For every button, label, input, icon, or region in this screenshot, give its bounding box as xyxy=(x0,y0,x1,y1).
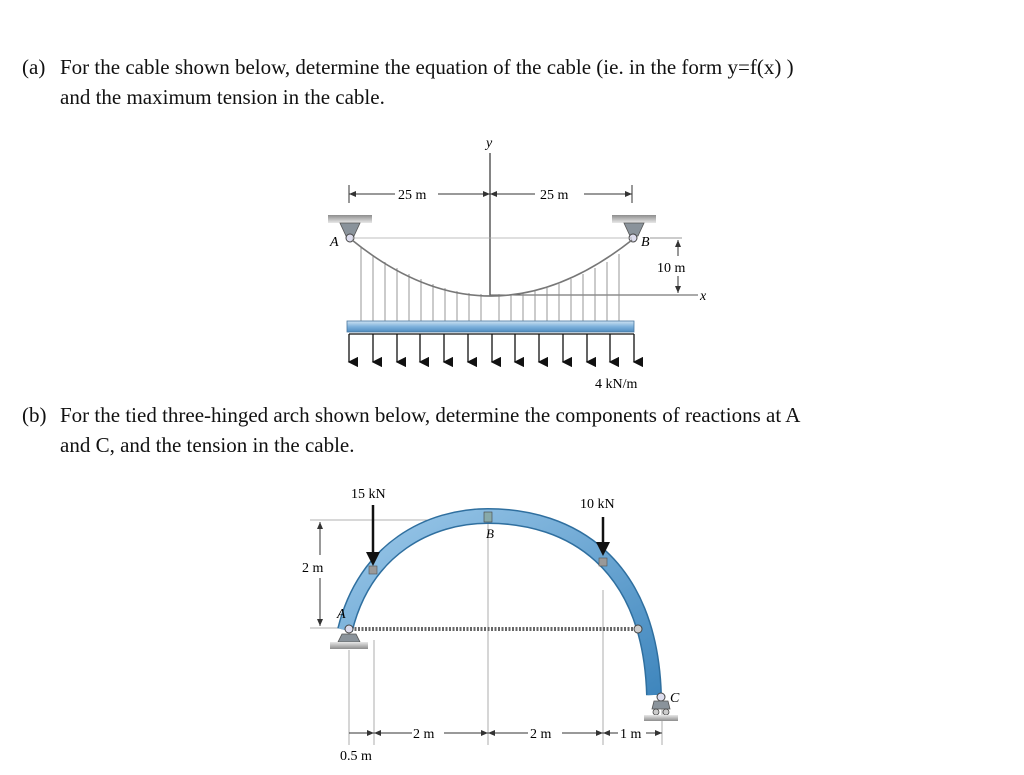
dim-left-label: 25 m xyxy=(398,188,427,203)
point-a-label: A xyxy=(330,235,339,250)
dim-2m-right-label: 2 m xyxy=(530,727,552,742)
y-axis-label: y xyxy=(486,136,493,151)
dim-right-label: 25 m xyxy=(540,188,569,203)
figure-b-arch xyxy=(302,487,680,764)
deck xyxy=(347,321,634,332)
dimension-height xyxy=(302,522,324,626)
load-right-label: 10 kN xyxy=(580,497,615,512)
load-label: 4 kN/m xyxy=(595,377,638,392)
problem-b-label: (b) xyxy=(22,403,47,427)
dimension-sag xyxy=(650,238,686,293)
problem-b-line2: and C, and the tension in the cable. xyxy=(60,433,355,457)
figure-a-cable xyxy=(328,136,707,392)
dim-sag-label: 10 m xyxy=(657,261,686,276)
support-a xyxy=(328,215,372,250)
tie-anchor xyxy=(634,625,642,633)
x-axis-label: x xyxy=(700,289,707,304)
dim-height-label: 2 m xyxy=(302,561,324,576)
point-b-label: B xyxy=(641,235,650,250)
dim-2m-left-label: 2 m xyxy=(413,727,435,742)
point-b-label-arch: B xyxy=(486,526,494,541)
problem-a-line2: and the maximum tension in the cable. xyxy=(60,85,385,109)
dim-half-label: 0.5 m xyxy=(340,749,372,764)
point-a-label-arch: A xyxy=(337,607,346,622)
support-c-arch xyxy=(644,691,680,721)
dim-1m-label: 1 m xyxy=(620,727,642,742)
point-c-label-arch: C xyxy=(670,691,680,706)
support-b xyxy=(612,215,656,250)
problem-a-label: (a) xyxy=(22,55,46,79)
load-left-label: 15 kN xyxy=(351,487,386,502)
cable-curve xyxy=(352,240,632,296)
problem-b-line1: For the tied three-hinged arch shown below, determine the components of reactions at A xyxy=(60,403,801,427)
dimension-bottom xyxy=(340,727,662,764)
distributed-load-arrows xyxy=(349,334,634,362)
problem-a-line1: For the cable shown below, determine the equation of the cable (ie. in the form y=f(x) ) xyxy=(60,55,794,79)
